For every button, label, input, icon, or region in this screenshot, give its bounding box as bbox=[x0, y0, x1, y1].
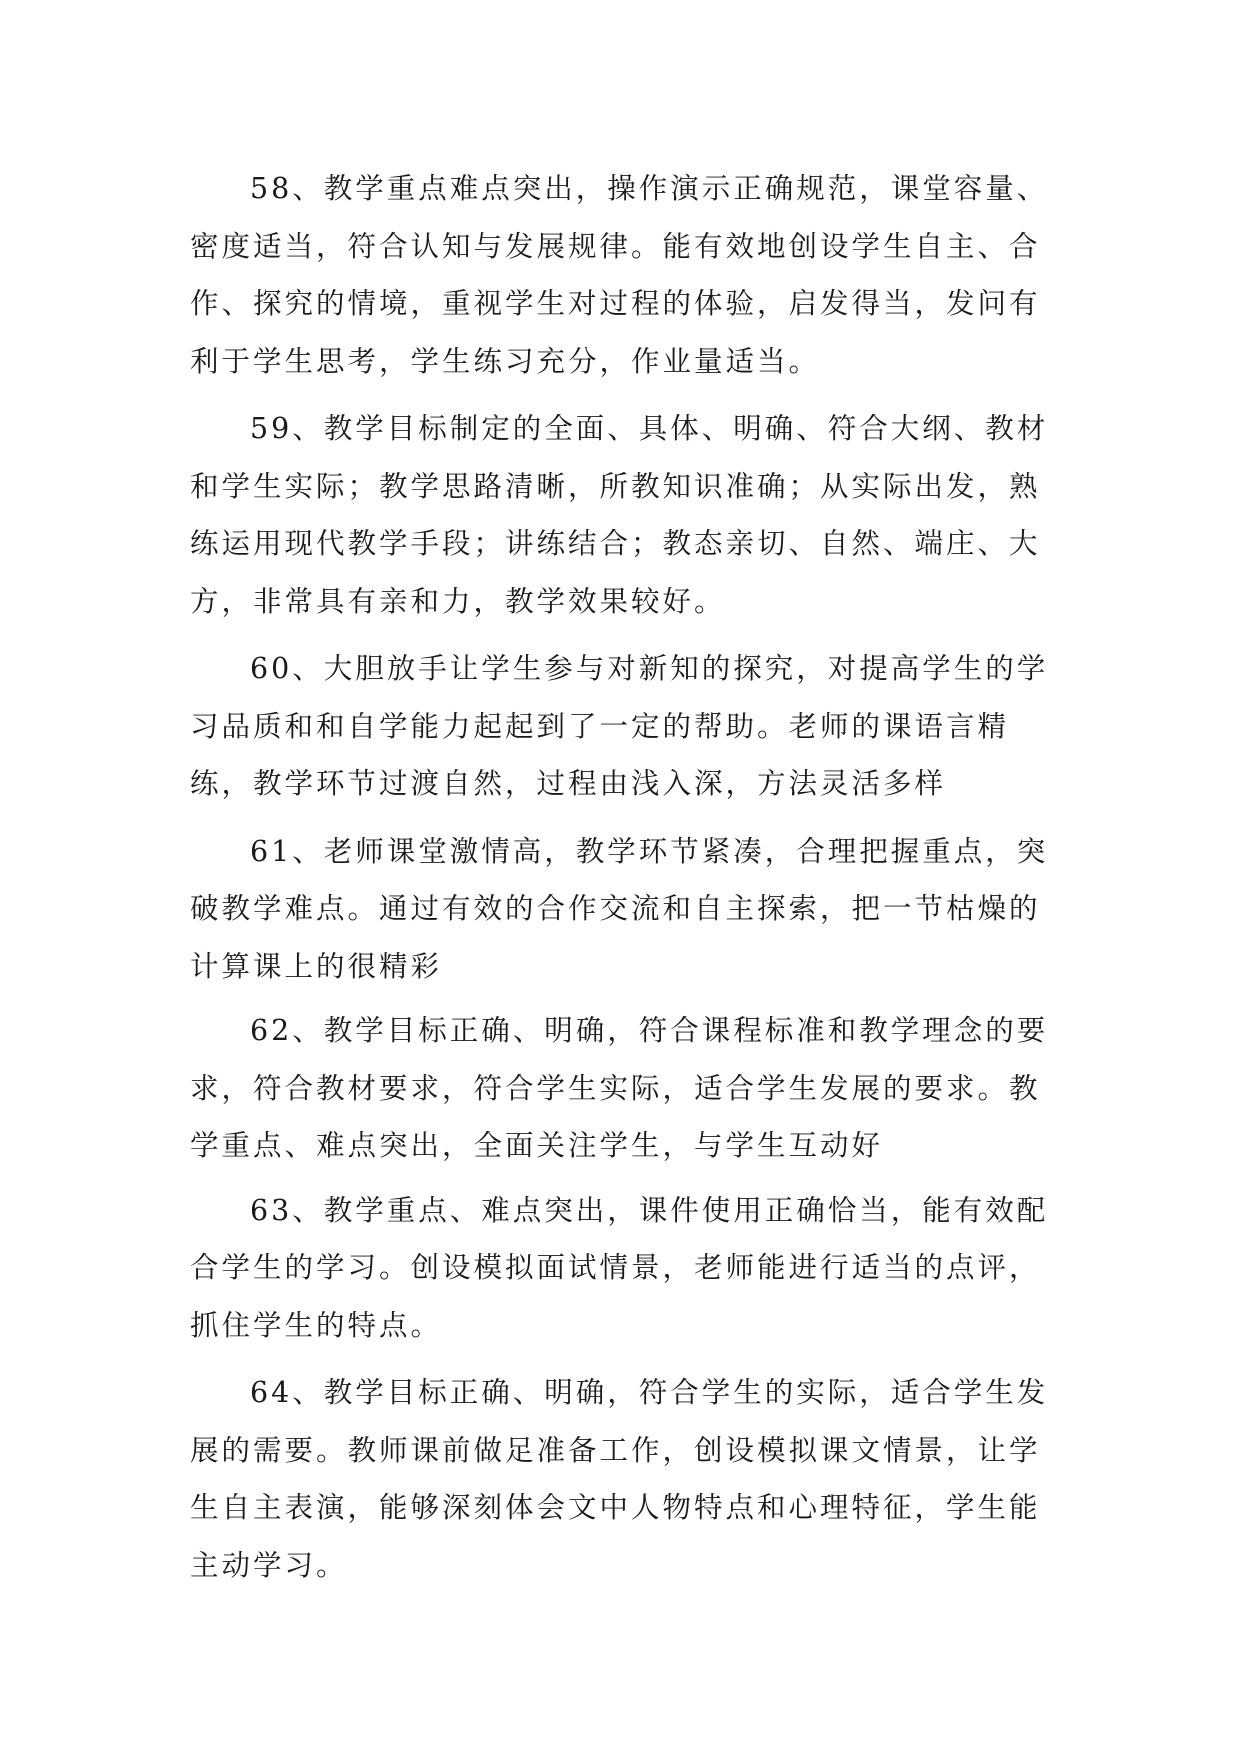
paragraph-60: 60、大胆放手让学生参与对新知的探究，对提高学生的学习品质和和自学能力起起到了一定的帮助。老师的课语言精练，教学环节过渡自然，过程由浅入深，方法灵活多样 bbox=[190, 652, 1049, 800]
paragraph-64: 64、教学目标正确、明确，符合学生的实际，适合学生发展的需要。教师课前做足准备工作，创设模拟课文情景，让学生自主表演，能够深刻体会文中人物特点和心理特征，学生能主动学习。 bbox=[190, 1376, 1049, 1582]
paragraph-61: 61、老师课堂激情高，教学环节紧凑，合理把握重点，突破教学难点。通过有效的合作交流和自主探索，把一节枯燥的计算课上的很精彩 bbox=[190, 834, 1049, 983]
paragraph-62: 62、教学目标正确、明确，符合课程标准和教学理念的要求，符合教材要求，符合学生实际，适合学生发展的要求。教学重点、难点突出，全面关注学生，与学生互动好 bbox=[190, 1014, 1049, 1162]
paragraph-63: 63、教学重点、难点突出，课件使用正确恰当，能有效配合学生的学习。创设模拟面试情景，老师能进行适当的点评，抓住学生的特点。 bbox=[190, 1193, 1049, 1342]
paragraph-59: 59、教学目标制定的全面、具体、明确、符合大纲、教材和学生实际；教学思路清晰，所教知识准确；从实际出发，熟练运用现代教学手段；讲练结合；教态亲切、自然、端庄、大方，非常具有亲和力，教学效果较好。 bbox=[190, 412, 1049, 618]
paragraph-58: 58、教学重点难点突出，操作演示正确规范，课堂容量、密度适当，符合认知与发展规律。能有效地创设学生自主、合作、探究的情境，重视学生对过程的体验，启发得当，发问有利于学生思考，学生练习充分，作业量适当。 bbox=[190, 172, 1049, 378]
document-body bbox=[190, 160, 1066, 1604]
